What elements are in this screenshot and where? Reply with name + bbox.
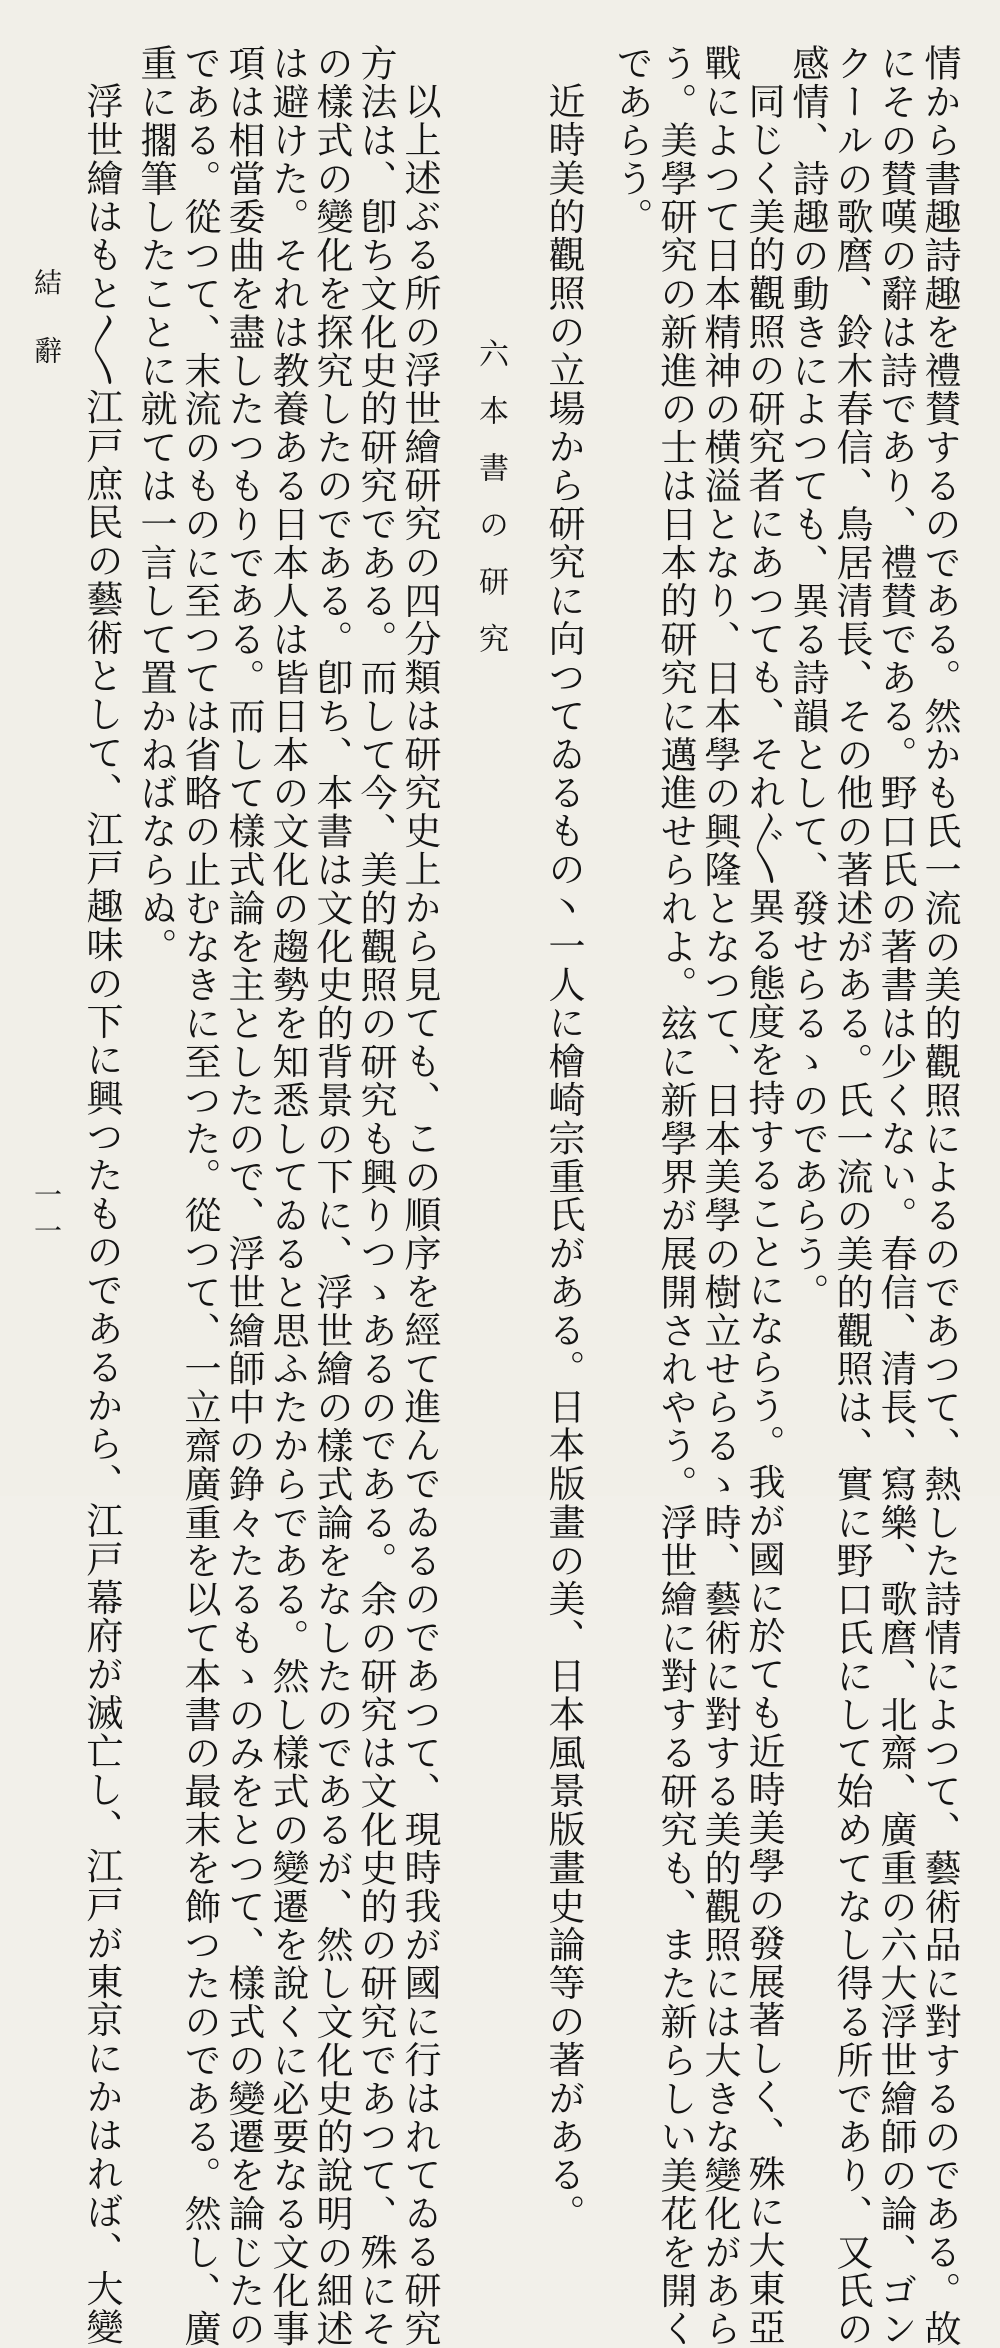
text-column: である。從つて、末流のものに至つては省略の止むなきに至つた。從つて、一立齋廣重を以て本書の最末を飾つたのである。然し、廣	[178, 44, 221, 2348]
text-column: 感情、詩趣の動きによつても、異る詩韻として、發せらるゝのであらう。	[786, 44, 829, 1312]
text-column: 同じく美的觀照の研究者にあつても、それ〴〵異る態度を持することにならう。我が國に於ても近時美學の發展著しく、殊に大東亞	[742, 82, 785, 2347]
text-column: 戰によつて日本精神の横溢となり、日本學の興隆となつて、日本美學の樹立せらるゝ時、藝術に對する美的觀照には大きな變化があら	[698, 44, 741, 2348]
text-column: 近時美的觀照の立場から研究に向つてゐるもの丶一人に檜崎宗重氏がある。日本版畫の美、日本風景版畫史論等の著がある。	[542, 82, 585, 2233]
text-column: う。美學研究の新進の士は日本的研究に邁進せられよ。玆に新學界が展開されやう。浮世繪に對する研究も、また新らしい美花を開く	[654, 44, 697, 2348]
text-column: 重に擱筆したことに就ては一言して置かねばならぬ。	[134, 44, 177, 966]
text-column: は避けた。それは教養ある日本人は皆日本の文化の趨勢を知悉してゐると思ふたからである。然し樣式の變遷を說くに必要なる文化事	[266, 44, 309, 2348]
page-number: 一一	[30, 1180, 63, 1252]
text-column: の樣式の變化を探究したのである。卽ち、本書は文化史的背景の下に、浮世繪の樣式論をなしたのであるが、然し文化史的說明の細述	[310, 44, 353, 2348]
text-column: 方法は、卽ち文化史的研究である。而して今、美的觀照の研究も興りつゝあるのである。余の研究は文化史的の研究であつて、殊にそ	[354, 44, 397, 2348]
running-title: 結辭	[30, 268, 63, 404]
section-heading: 六本書の研究	[473, 338, 508, 680]
text-column: 以上述ぶる所の浮世繪研究の四分類は研究史上から見ても、この順序を經て進んでゐるのであつて、現時我が國に行はれてゐる研究	[398, 82, 441, 2348]
text-column: 浮世繪はもと〳〵江戸庶民の藝術として、江戸趣味の下に興つたものであるから、江戸幕府が滅亡し、江戸が東京にかはれば、大變	[80, 82, 123, 2347]
text-column: であらう。	[610, 44, 653, 236]
text-column: にその賛嘆の辭は詩であり、禮賛である。野口氏の著書は少くない。春信、清長、寫樂、歌麿、北齋、廣重の六大浮世繪師の論、ゴン	[874, 44, 917, 2348]
text-column: 項は相當委曲を盡したつもりである。而して樣式論を主としたので、浮世繪師中の錚々たるもゝのみをとつて、樣式の變遷を論じたの	[222, 44, 265, 2348]
text-column: クールの歌麿、鈴木春信、鳥居清長、その他の著述がある。氏一流の美的觀照は、實に野口氏にして始めてなし得る所であり、又氏の	[830, 44, 873, 2348]
text-column: 情から書趣詩趣を禮賛するのである。然かも氏一流の美的觀照によるのであつて、熱した詩情によつて、藝術品に對するのである。故	[918, 44, 961, 2348]
